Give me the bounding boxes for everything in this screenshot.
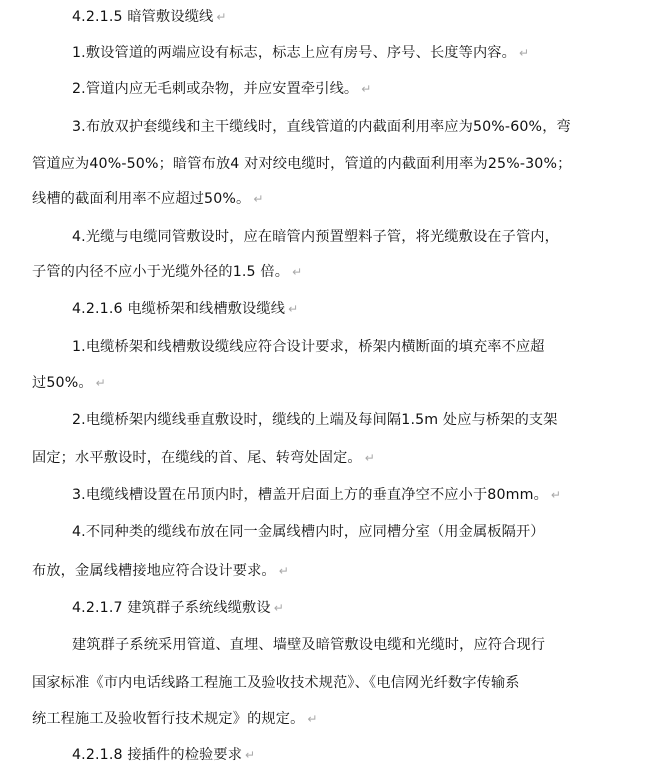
paragraph-mark-icon: ↵ xyxy=(216,10,227,24)
paragraph-mark-icon: ↵ xyxy=(292,265,303,279)
line-text: 1.敷设管道的两端应设有标志，标志上应有房号、序号、长度等内容。 xyxy=(72,45,516,61)
paragraph-line xyxy=(72,410,558,430)
paragraph-line xyxy=(72,79,371,99)
paragraph-line xyxy=(32,673,520,693)
line-text: 2.电缆桥架内缆线垂直敷设时，缆线的上端及每间隔1.5m 处应与桥架的支架 xyxy=(72,412,558,428)
line-text: 4.不同种类的缆线布放在同一金属线槽内时，应同槽分室（用金属板隔开） xyxy=(72,524,545,540)
paragraph-line xyxy=(32,154,571,174)
paragraph-line xyxy=(32,262,302,282)
paragraph-mark-icon: ↵ xyxy=(288,302,299,316)
line-text: 管道应为40%-50%；暗管布放4 对对绞电缆时，管道的内截面利用率为25%-30%； xyxy=(32,156,572,172)
paragraph-line xyxy=(32,561,289,581)
paragraph-mark-icon: ↵ xyxy=(518,46,530,60)
paragraph-line xyxy=(32,189,264,209)
line-text: 布放，金属线槽接地应符合设计要求。 xyxy=(32,563,276,579)
line-text: 4.光缆与电缆同管敷设时，应在暗管内预置塑料子管，将光缆敷设在子管内， xyxy=(72,229,559,245)
line-text: 1.电缆桥架和线槽敷设缆线应符合设计要求，桥架内横断面的填充率不应超 xyxy=(72,339,545,355)
section-heading xyxy=(72,745,255,765)
paragraph-mark-icon: ↵ xyxy=(273,601,284,615)
line-text: 3.电缆线槽设置在吊顶内时，槽盖开启面上方的垂直净空不应小于80mm。 xyxy=(72,487,548,503)
section-heading xyxy=(72,7,227,27)
paragraph-line xyxy=(32,448,375,468)
line-text: 建筑群子系统采用管道、直埋、墙壁及暗管敷设电缆和光缆时，应符合现行 xyxy=(72,637,546,653)
line-text: 线槽的截面利用率不应超过50%。 xyxy=(32,191,251,207)
line-text: 统工程施工及验收暂行技术规定》的规定。 xyxy=(32,711,305,727)
line-text: 4.2.1.6 电缆桥架和线槽敷设缆线 xyxy=(72,301,286,317)
section-heading xyxy=(72,299,298,319)
paragraph-mark-icon: ↵ xyxy=(364,451,375,465)
line-text: 子管的内径不应小于光缆外径的1.5 倍。 xyxy=(32,264,290,280)
paragraph-line xyxy=(72,485,561,505)
paragraph-mark-icon: ↵ xyxy=(95,376,106,390)
paragraph-mark-icon: ↵ xyxy=(278,564,289,578)
line-text: 固定；水平敷设时，在缆线的首、尾、转弯处固定。 xyxy=(32,450,362,466)
line-text: 3.布放双护套缆线和主干缆线时，直线管道的内截面利用率应为50%-60%，弯 xyxy=(72,119,571,135)
paragraph-line xyxy=(72,635,545,655)
paragraph-line xyxy=(72,43,529,63)
line-text: 4.2.1.5 暗管敷设缆线 xyxy=(72,9,214,25)
paragraph-mark-icon: ↵ xyxy=(253,192,264,206)
paragraph-mark-icon: ↵ xyxy=(550,488,562,502)
line-text: 4.2.1.7 建筑群子系统线缆敷设 xyxy=(72,600,271,616)
paragraph-line xyxy=(72,117,571,137)
paragraph-mark-icon: ↵ xyxy=(307,712,318,726)
paragraph-line xyxy=(72,337,545,357)
line-text: 2.管道内应无毛刺或杂物，并应安置牵引线。 xyxy=(72,81,359,97)
line-text: 4.2.1.8 接插件的检验要求 xyxy=(72,747,243,763)
line-text: 过50%。 xyxy=(32,375,93,391)
paragraph-line xyxy=(32,373,106,393)
section-heading xyxy=(72,598,284,618)
paragraph-line xyxy=(72,522,545,542)
paragraph-mark-icon: ↵ xyxy=(361,82,372,96)
paragraph-line xyxy=(72,227,559,247)
paragraph-mark-icon: ↵ xyxy=(245,748,256,762)
line-text: 国家标准《市内电话线路工程施工及验收技术规范》、《电信网光纤数字传输系 xyxy=(32,675,520,691)
paragraph-line xyxy=(32,709,318,729)
